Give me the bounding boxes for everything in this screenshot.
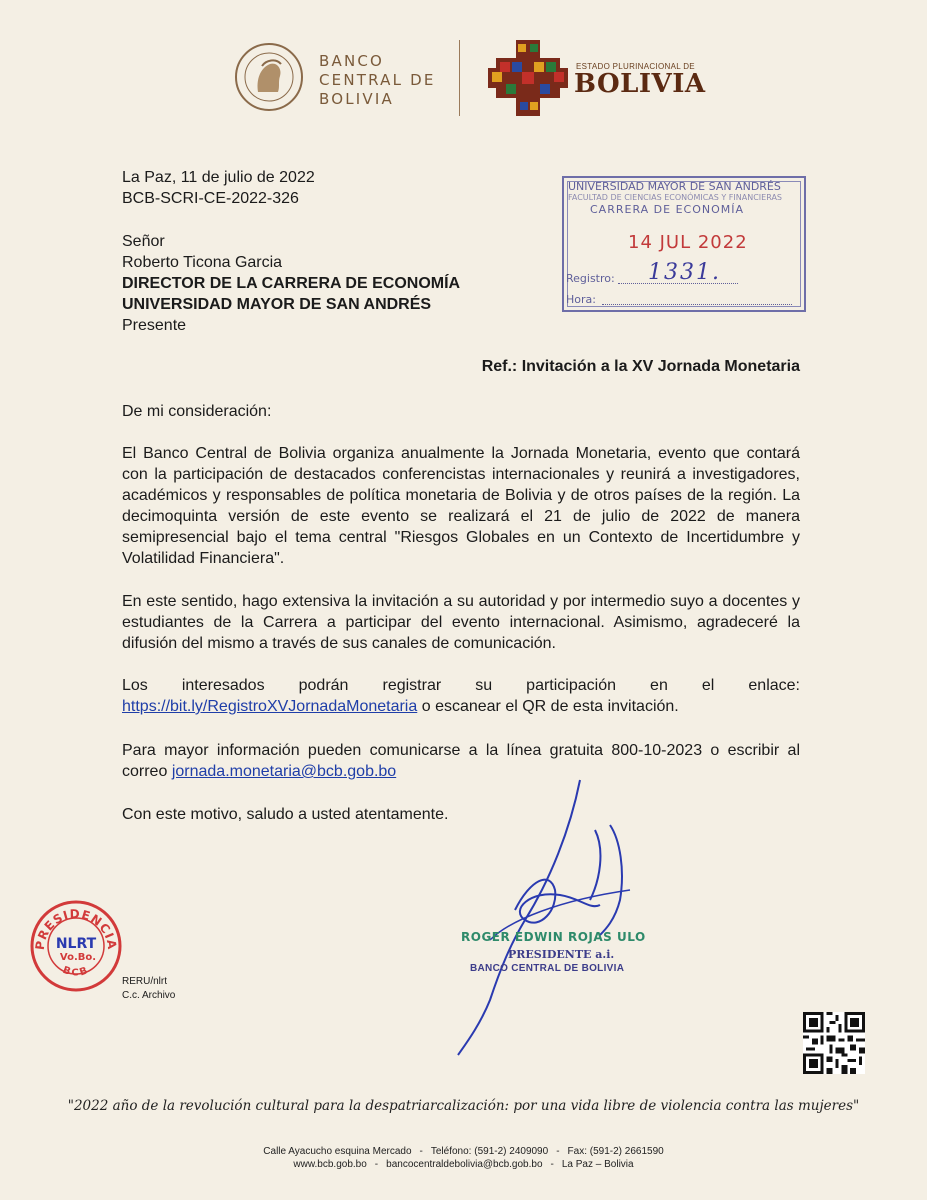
stamp-hora-label: Hora:: [566, 293, 596, 306]
handwritten-signature: [430, 770, 670, 1060]
chakana-emblem: [488, 40, 568, 116]
stamp-top-text: PRESIDENCIA: [32, 906, 120, 951]
signer-name: ROGER EDWIN ROJAS ULO: [461, 930, 646, 944]
paragraph-1: El Banco Central de Bolivia organiza anualmente la Jornada Monetaria, evento que contará con la participación de destacados conferencistas internacionales y reunirá a investigadores, académicos y responsables de política monetaria de Bolivia y de otros países de la región. La decimoquinta versión de este evento se realizará el 21 de julio de 2022 de manera semipresencial bajo el tema central "Riesgos Globales en un Contexto de Incertidumbre y Volatilidad Financiera".: [122, 445, 800, 567]
stamp-registro-number: 1331.: [648, 260, 721, 285]
signer-institution: BANCO CENTRAL DE BOLIVIA: [470, 963, 625, 974]
stamp-initials: NLRT: [55, 936, 97, 952]
footer-email[interactable]: bancocentraldebolivia@bcb.gob.bo: [386, 1159, 543, 1170]
official-motto: "2022 año de la revolución cultural para la despatriarcalización: por una vida libre de violencia contra las mujeres": [67, 1098, 860, 1114]
bcb-seal-logo: [234, 42, 304, 112]
footer-web-line: www.bcb.gob.bo - bancocentraldebolivia@bcb.gob.bo - La Paz – Bolivia: [293, 1159, 634, 1170]
initials-block: [122, 975, 175, 1003]
footer-city: La Paz – Bolivia: [561, 1159, 634, 1170]
greeting: De mi consideración:: [122, 403, 272, 420]
reference-code: BCB-SCRI-CE-2022-326: [122, 190, 299, 207]
presente: Presente: [122, 317, 187, 334]
svg-text:BCB: [61, 965, 91, 979]
bank-name-line-3: BOLIVIA: [319, 90, 394, 108]
reference-line: Ref.: Invitación a la XV Jornada Monetaria: [481, 358, 800, 375]
footer-fax: Fax: (591-2) 2661590: [567, 1146, 664, 1157]
bank-name-line-2: CENTRAL DE: [319, 71, 436, 89]
header-divider: [459, 40, 460, 116]
stamp-date: 14 JUL 2022: [628, 232, 748, 253]
salutation: Señor: [122, 233, 165, 250]
stamp-faculty: FACULTAD DE CIENCIAS ECONÓMICAS Y FINANCIERAS: [568, 193, 782, 202]
recipient-institution: UNIVERSIDAD MAYOR DE SAN ANDRÉS: [122, 296, 432, 313]
bolivia-wordmark: BOLIVIA: [574, 69, 706, 99]
paragraph-3: [122, 675, 800, 717]
paragraph-2: En este sentido, hago extensiva la invitación a su autoridad y por intermedio suyo a docentes y estudiantes de la Carrera a participar del evento internacional. Asimismo, agradeceré la difusión del mismo a través de sus canales de comunicación.: [122, 593, 800, 652]
footer-contact-line: Calle Ayacucho esquina Mercado - Teléfono: (591-2) 2409090 - Fax: (591-2) 2661590: [263, 1146, 664, 1157]
reception-stamp: [562, 176, 806, 312]
bank-name: [319, 52, 436, 109]
initials-line-1: RERU/nlrt: [122, 976, 168, 987]
paragraph-4-text: Para mayor información pueden comunicarse a la línea gratuita 800-10-2023 o escribir al correo: [122, 742, 800, 780]
initials-line-2: C.c. Archivo: [122, 990, 176, 1001]
stamp-vobo: Vo.Bo.: [59, 952, 97, 963]
closing: Con este motivo, saludo a usted atentamente.: [122, 806, 449, 823]
stamp-registro-label: Registro:: [566, 272, 615, 285]
paragraph-3-tail: o escanear el QR de esta invitación.: [421, 698, 679, 715]
registration-link[interactable]: https://bit.ly/RegistroXVJornadaMonetaria: [122, 698, 418, 715]
qr-code[interactable]: [803, 1012, 865, 1074]
footer-address: Calle Ayacucho esquina Mercado: [263, 1146, 412, 1157]
estado-plurinacional-label: ESTADO PLURINACIONAL DE: [576, 62, 695, 71]
recipient-name: Roberto Ticona Garcia: [122, 254, 283, 271]
stamp-university: UNIVERSIDAD MAYOR DE SAN ANDRÉS: [568, 180, 781, 193]
bank-name-line-1: BANCO: [319, 52, 385, 70]
footer-phone: Teléfono: (591-2) 2409090: [430, 1146, 549, 1157]
recipient-title: DIRECTOR DE LA CARRERA DE ECONOMÍA: [122, 275, 461, 292]
paragraph-3-text: Los interesados podrán registrar su participación en el enlace:: [122, 677, 800, 694]
place-date: La Paz, 11 de julio de 2022: [122, 169, 315, 186]
stamp-hora-line: [602, 304, 792, 305]
contact-email-link[interactable]: jornada.monetaria@bcb.gob.bo: [171, 763, 397, 780]
footer-website[interactable]: www.bcb.gob.bo: [293, 1159, 367, 1170]
presidencia-stamp: [30, 900, 122, 992]
stamp-department: CARRERA DE ECONOMÍA: [590, 203, 745, 216]
signer-title: PRESIDENTE a.i.: [508, 948, 615, 961]
stamp-bottom-text: BCB: [61, 964, 91, 979]
